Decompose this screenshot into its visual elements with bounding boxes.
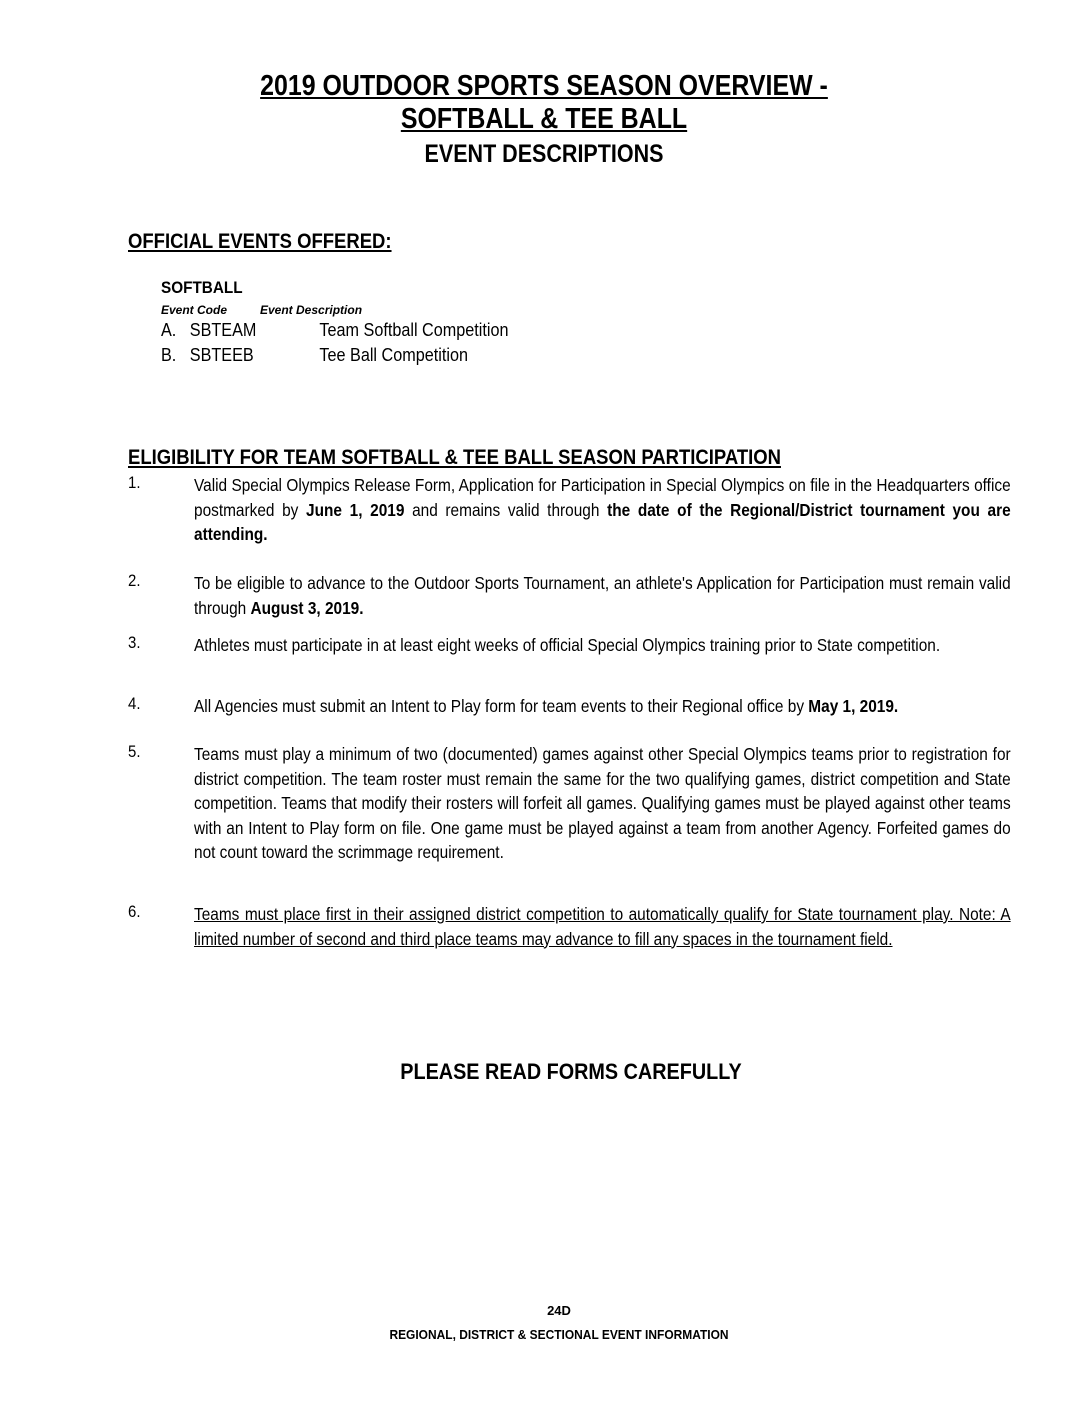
item-text: Teams must play a minimum of two (documented) games against other Special Olympics teams prior to registration for district competition. The team roster must remain the same for the two qualifying games, district competition and State competition. Teams that modify their rosters will forfeit all games. Qualifying games must be played against other teams with an Intent to Play form on file. One game must be played against a team from another Agency. Forfeited games do not count toward the scrimmage requirement. [194,744,1011,862]
item-number: 2. [128,571,141,590]
event-code-column-header: Event Code [161,303,228,317]
item-number: 4. [128,694,141,713]
official-events-heading: OFFICIAL EVENTS OFFERED: [128,230,392,253]
page-title-line2: SOFTBALL & TEE BALL [400,103,688,135]
item-number: 5. [128,742,141,761]
item-text: Valid Special Olympics Release Form, Application for Participation in Special Olympics on file in the Headquarters office postmarked by June 1, 2019 and remains valid through the date of the Regional/District tournament you are attending. [194,475,1011,544]
event-description: Tee Ball Competition [319,345,468,365]
eligibility-heading: ELIGIBILITY FOR TEAM SOFTBALL & TEE BALL SEASON PARTICIPATION [128,446,781,469]
item-text: All Agencies must submit an Intent to Play form for team events to their Regional office by May 1, 2019. [194,696,899,716]
item-text: Athletes must participate in at least eight weeks of official Special Olympics training prior to State competition. [194,635,941,655]
page-subtitle: EVENT DESCRIPTIONS [424,140,664,168]
event-code: SBTEAM [189,320,257,340]
sport-heading: SOFTBALL [161,278,243,297]
item-text: To be eligible to advance to the Outdoor Sports Tournament, an athlete's Application for Participation must remain valid through August 3, 2019. [194,573,1011,618]
footer-section-info: REGIONAL, DISTRICT & SECTIONAL EVENT INFORMATION [389,1327,729,1342]
page-title-line1: 2019 OUTDOOR SPORTS SEASON OVERVIEW - [260,70,828,102]
item-text: Teams must place first in their assigned district competition to automatically qualify for State tournament play. Note: A limited number of second and third place teams may advance to fill any spaces in the tournament field. [194,904,1011,949]
page-number: 24D [547,1303,571,1318]
event-code: SBTEEB [189,345,254,365]
event-description: Team Softball Competition [319,320,509,340]
event-letter: A. [161,320,177,340]
notice-text: PLEASE READ FORMS CAREFULLY [400,1059,742,1084]
item-number: 1. [128,473,141,492]
event-letter: B. [161,345,177,365]
item-number: 3. [128,633,141,652]
item-number: 6. [128,902,141,921]
event-description-column-header: Event Description [260,303,363,317]
